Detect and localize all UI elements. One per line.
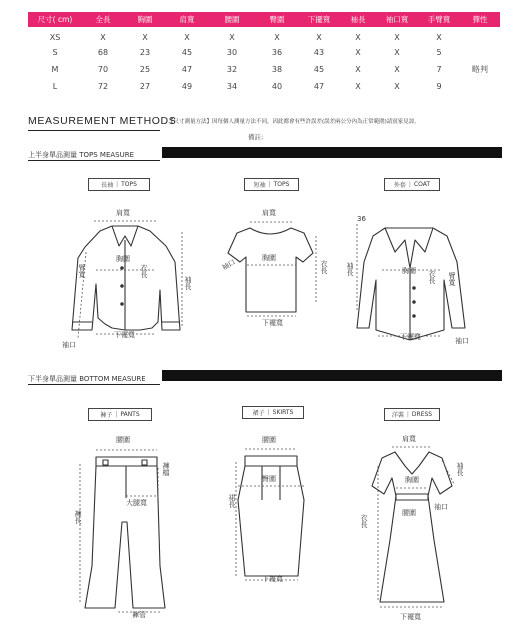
table-cell: X [355,65,361,74]
table-cell: 5 [436,48,442,57]
table-cell: 9 [436,82,442,91]
table-cell: 25 [139,65,151,74]
coat-length-label: 衣長 [428,270,436,284]
header-size: 尺寸( cm) [28,12,82,27]
tag-short-sleeve: 短袖 | TOPS [244,178,299,191]
table-cell: 36 [271,48,283,57]
tag-dress: 洋裝 | DRESS [384,408,440,421]
table-cell: 7 [436,65,442,74]
table-cell: 27 [139,82,151,91]
table-cell: 70 [97,65,109,74]
tag-coat-en: COAT [413,181,431,188]
table-cell: 38 [271,65,283,74]
short-sleeve-chest-label: 胸圍 [262,254,276,262]
long-sleeve-chest-label: 胸圍 [116,255,130,263]
coat-sleeve-label: 袖長 [346,262,354,276]
table-cell: X [316,32,322,42]
table-cell: L [52,82,58,91]
coat-cuff-label: 袖口 [455,337,469,345]
tag-dress-cn: 洋裝 [391,412,404,419]
long-sleeve-hem-label: 下襬寬 [114,331,135,339]
table-cell: 45 [181,48,193,57]
tag-skirt-cn: 裙子 [252,410,265,417]
tag-coat-cn: 外套 [393,182,406,189]
short-sleeve-length-label: 衣長 [320,260,328,274]
table-cell: X [394,48,400,57]
table-cell: 68 [97,48,109,57]
table-cell: X [184,32,190,42]
skirt-hem-label: 下襬寬 [262,575,283,583]
tag-long-sleeve: 長袖 | TOPS [88,178,150,191]
coat-arm-label: 臂寬 [448,272,456,286]
table-cell: 40 [271,82,283,91]
pants-leg-label: 褲管 [132,611,146,619]
table-cell: X [355,82,361,91]
table-cell: 43 [313,48,325,57]
skirt-hip-label: 臀圍 [262,475,276,483]
skirt-waist-label: 腰圍 [262,436,276,444]
dress-shoulder-label: 肩寬 [402,435,416,443]
pants-drawing [85,457,165,608]
table-cell: 72 [97,82,109,91]
measurement-note: 【尺寸測量方法】因每個人測量方法不同，因此都會有些許誤差(誤差兩公分內為正常範圍)請賓家見諒。 [168,119,420,125]
long-sleeve-sleeve-label: 袖長 [184,276,192,290]
dress-waist-label: 腰圍 [402,509,416,517]
tag-pants: 褲子 | PANTS [88,408,152,421]
dress-cuff-label: 袖口 [434,503,448,511]
table-cell: X [355,48,361,57]
header-arm: 手臂寬 [418,12,460,27]
header-shoulder: 肩寬 [166,12,208,27]
skirt-length-label: 裙長 [228,494,236,508]
table-cell: 34 [226,82,238,91]
pants-thigh-label: 大腿寬 [126,499,147,507]
table-cell: 30 [226,48,238,57]
tag-short-sleeve-cn: 短袖 [253,182,266,189]
header-sleeve: 袖長 [340,12,376,27]
table-cell: X [394,65,400,74]
short-sleeve-cuff-label: 袖口 [220,258,237,273]
table-cell: X [436,32,442,42]
tag-pants-en: PANTS [120,411,140,418]
long-sleeve-shoulder-label: 肩寬 [116,209,130,217]
tag-long-sleeve-en: TOPS [121,181,137,188]
tag-short-sleeve-en: TOPS [273,181,290,188]
table-cell: X [394,82,400,91]
table-cell: X [100,32,106,42]
dress-chest-label: 胸圍 [405,476,419,484]
short-sleeve-hem-label: 下襬寬 [262,319,283,327]
pants-length-label: 褲長 [74,510,82,524]
table-cell: M [51,65,59,74]
short-sleeve-tee-drawing [228,228,313,312]
table-cell: 略判 [472,65,488,74]
table-cell: 47 [313,82,325,91]
coat-number-label: 36 [357,215,366,223]
remark-label: 備註: [248,133,264,141]
table-cell: XS [49,32,61,42]
bottoms-section-label: 下半身單品測量 BOTTOM MEASURE [28,375,146,383]
tag-long-sleeve-cn: 長袖 [101,182,114,189]
table-cell: X [394,32,400,42]
dress-sleeve-label: 袖長 [456,462,464,476]
measurement-title: MEASUREMENT METHODS [28,115,177,127]
long-sleeve-length-label: 衣長 [140,264,148,278]
coat-chest-label: 胸圍 [402,267,416,275]
header-cuff: 袖口寬 [376,12,418,27]
header-length: 全長 [82,12,124,27]
table-cell: X [274,32,280,42]
tag-pants-cn: 褲子 [100,412,113,419]
skirt-drawing [238,456,304,576]
long-sleeve-arm-label: 臂寬 [78,264,86,278]
table-cell: X [229,32,235,42]
tag-dress-en: DRESS [411,411,433,418]
coat-hem-label: 下襬寬 [400,333,421,341]
table-cell: 32 [226,65,238,74]
table-cell: 23 [139,48,151,57]
tag-skirt-en: SKIRTS [272,409,294,416]
short-sleeve-shoulder-label: 肩寬 [262,209,276,217]
long-sleeve-cuff-label: 袖口 [62,341,76,349]
long-sleeve-shirt-drawing [72,226,180,330]
header-chest: 胸圍 [124,12,166,27]
tops-section-label: 上半身單品測量 TOPS MEASURE [28,151,135,159]
dress-drawing [372,452,452,602]
header-stretch: 彈性 [460,12,500,27]
table-cell: X [142,32,148,42]
header-waist: 腰圍 [208,12,256,27]
table-cell: S [52,48,58,57]
tag-coat: 外套 | COAT [384,178,440,191]
table-cell: 45 [313,65,325,74]
pants-rise-label: 褲檔 [162,462,170,476]
table-cell: 49 [181,82,193,91]
header-hem: 下擺寬 [298,12,340,27]
table-cell: X [355,32,361,42]
tag-skirt: 裙子 | SKIRTS [242,406,304,419]
dress-length-label: 衣長 [360,514,368,528]
pants-waist-label: 腰圍 [116,436,130,444]
header-hip: 臀圍 [256,12,298,27]
table-cell: 47 [181,65,193,74]
dress-hem-label: 下襬寬 [400,613,421,621]
